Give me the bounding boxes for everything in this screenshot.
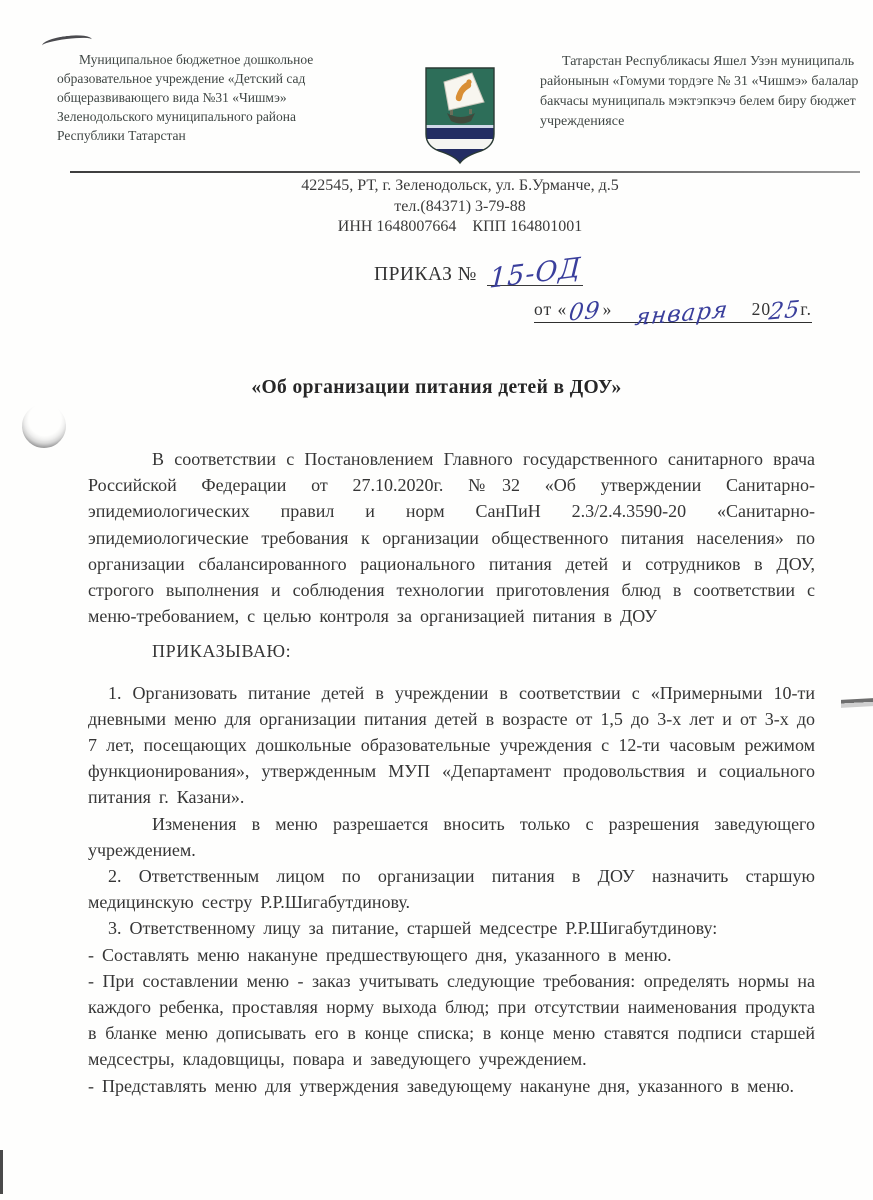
paragraph-dash-2: - При составлении меню - заказ учитывать следующие требования: определять нормы на каждого ребенка, проставляя норму выхода блюд; при отсутствии наименования продукта в бланке меню дописывать его в конце списка; в конце меню ставятся подписи старшей медсестры, кладовщицы, повара и заведующего учреждением.	[88, 970, 815, 1070]
paragraph-dash-3: - Представлять меню для утверждения заведующему накануне дня, указанного в меню.	[88, 1075, 795, 1096]
date-day-handwritten: 09	[567, 297, 603, 327]
org-inn-kpp: ИНН 1648007664 КПП 164801001	[337, 218, 583, 235]
date-year-handwritten: 25	[767, 296, 802, 326]
paragraph-dash-1: - Составлять меню накануне предшествующего дня, указанного в меню.	[88, 944, 672, 965]
date-prefix: от «	[534, 299, 568, 319]
date-month-handwritten: января	[633, 296, 731, 332]
org-address: 422545, РТ, г. Зеленодольск, ул. Б.Урманче, д.5	[301, 177, 619, 194]
date-year-printed: 20	[751, 299, 772, 319]
contact-block	[60, 176, 860, 238]
document-title: «Об организации питания детей в ДОУ»	[251, 377, 622, 398]
emblem-band-navy-top	[423, 128, 497, 139]
order-label: ПРИКАЗ №	[374, 264, 477, 285]
hole-punch-artifact	[19, 401, 69, 451]
order-number-handwritten: 15-ОД	[488, 252, 582, 295]
paragraph-preamble: В соответствии с Постановлением Главного государственного санитарного врача Российской Федерации от 27.10.2020г. №32 «Об утверждении Санитарно-эпидемиологических правил и норм СанПиН 2.3/2.4.3590-20 «Санитарно-эпидемиологические требования к организации общественного питания населения» по организации сбалансированного рационального питания детей и сотрудников в ДОУ, строгого выполнения и соблюдения технологии приготовления блюд в соответствии с меню-требованием, с целью контроля за организацией питания в ДОУ	[88, 449, 815, 627]
order-number-line	[374, 252, 583, 295]
document-body	[88, 446, 815, 1099]
paragraph-item-1: 1. Организовать питание детей в учреждении в соответствии с «Примерными 10-ти дневными меню для организации питания детей в возрасте от 1,5 до 3-х лет и от 3-х до 7 лет, посещающих дошкольные образовательные учреждения с 12-ти часовым режимом функционирования», утвержденным МУП «Департамент продовольствия и социального питания г. Казани».	[88, 682, 815, 808]
org-name-russian: Муниципальное бюджетное дошкольное образовательное учреждение «Детский сад общеразвивающего вида №31 «Чишмэ» Зеленодольского муниципального района Республики Татарстан	[57, 52, 314, 143]
org-phone: тел.(84371) 3-79-88	[394, 197, 526, 215]
org-name-tatar: Татарстан Республикасы Яшел Узэн муниципаль районынын «Гомуми тордэге № 31 «Чишмэ» балалар бакчасы муниципаль мэктэпкэчэ белем биру бюджет учреждениясе	[540, 54, 859, 129]
date-quote-close: »	[602, 299, 613, 319]
order-date-line	[534, 292, 812, 332]
coat-of-arms-icon	[423, 66, 497, 166]
paragraph-resolution: ПРИКАЗЫВАЮ:	[152, 641, 292, 662]
header-divider	[70, 171, 860, 173]
date-year-suffix: г.	[800, 299, 812, 319]
scan-mark-right-edge	[841, 698, 873, 708]
paragraph-item-3: 3. Ответственному лицу за питание, старшей медсестре Р.Р.Шигабутдинову:	[108, 918, 718, 939]
paragraph-menu-changes: Изменения в меню разрешается вносить только с разрешения заведующего учреждением.	[88, 813, 815, 860]
order-number-underline	[487, 252, 583, 295]
paragraph-item-2: 2. Ответственным лицом по организации питания в ДОУ назначить старшую медицинскую сестру Р.Р.Шигабутдинову.	[88, 866, 815, 913]
scan-mark-bottom-left	[0, 1150, 3, 1194]
